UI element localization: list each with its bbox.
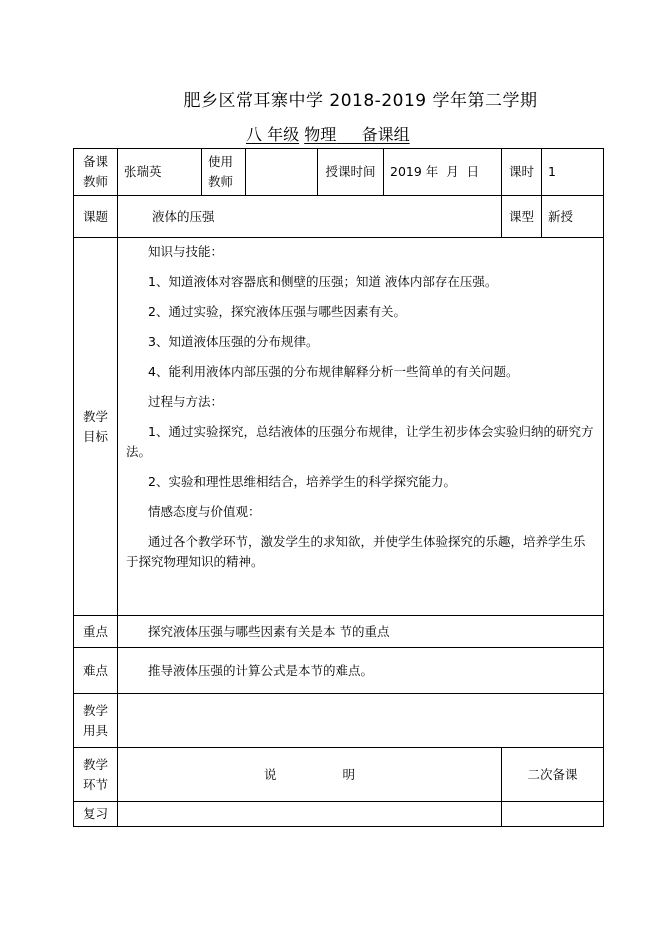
topic-label: 课题 <box>74 196 118 238</box>
review-second-prep <box>502 802 604 827</box>
table-row-topic <box>74 196 604 238</box>
process-item: 2、实验和理性思维相结合，培养学生的科学探究能力。 <box>148 474 456 489</box>
process-heading: 过程与方法： <box>148 394 224 409</box>
page-subtitle <box>246 122 410 145</box>
difficulty-value: 推导液体压强的计算公式是本节的难点。 <box>118 648 604 694</box>
lesson-plan-table <box>73 148 604 827</box>
period-value: 1 <box>542 149 604 196</box>
type-label: 课型 <box>502 196 542 238</box>
table-row-difficulty <box>74 648 604 694</box>
time-label: 授课时间 <box>318 149 384 196</box>
attitude-heading: 情感态度与价值观： <box>148 504 261 519</box>
explain-char-1: 说 <box>263 766 277 782</box>
subtitle-group: 备课组 <box>361 125 410 144</box>
knowledge-item: 2、通过实验，探究液体压强与哪些因素有关。 <box>148 304 406 319</box>
subtitle-subject: 物理 <box>304 125 337 144</box>
tools-label: 教学 用具 <box>74 694 118 748</box>
prep-teacher-value: 张瑞英 <box>118 149 202 196</box>
knowledge-item: 3、知道液体压强的分布规律。 <box>148 334 319 349</box>
knowledge-item: 1、知道液体对容器底和侧壁的压强；知道 液体内部存在压强。 <box>148 274 498 289</box>
review-value <box>118 802 502 827</box>
type-value: 新授 <box>542 196 604 238</box>
process-item: 1、通过实验探究，总结液体的压强分布规律，让学生初步体会实验归纳的研究方法。 <box>126 424 594 459</box>
table-row-teachers <box>74 149 604 196</box>
knowledge-item: 4、能利用液体内部压强的分布规律解释分析一些简单的有关问题。 <box>148 364 519 379</box>
user-teacher-label: 使用 教师 <box>202 149 246 196</box>
steps-label: 教学 环节 <box>74 748 118 802</box>
period-label: 课时 <box>502 149 542 196</box>
difficulty-label: 难点 <box>74 648 118 694</box>
key-label: 重点 <box>74 616 118 648</box>
prep-teacher-label: 备课 教师 <box>74 149 118 196</box>
explain-char-2: 明 <box>342 766 356 782</box>
subtitle-grade: 八 年级 <box>246 125 300 144</box>
table-row-review <box>74 802 604 827</box>
explain-header <box>118 748 502 802</box>
key-value: 探究液体压强与哪些因素有关是本 节的重点 <box>118 616 604 648</box>
time-value: 2019 年 月 日 <box>384 149 502 196</box>
topic-value: 液体的压强 <box>118 196 502 238</box>
page-title: 肥乡区常耳寨中学 2018-2019 学年第二学期 <box>183 91 538 111</box>
table-row-tools <box>74 694 604 748</box>
user-teacher-value <box>246 149 318 196</box>
second-prep-header: 二次备课 <box>502 748 604 802</box>
knowledge-heading: 知识与技能： <box>148 244 224 259</box>
table-row-key <box>74 616 604 648</box>
goals-label: 教学 目标 <box>74 238 118 616</box>
attitude-text: 通过各个教学环节，激发学生的求知欲，并使学生体验探究的乐趣，培养学生乐于探究物理知识的精神。 <box>126 534 586 569</box>
goals-content <box>118 238 604 616</box>
tools-value <box>118 694 604 748</box>
table-row-steps <box>74 748 604 802</box>
table-row-goals <box>74 238 604 616</box>
review-label: 复习 <box>74 802 118 827</box>
